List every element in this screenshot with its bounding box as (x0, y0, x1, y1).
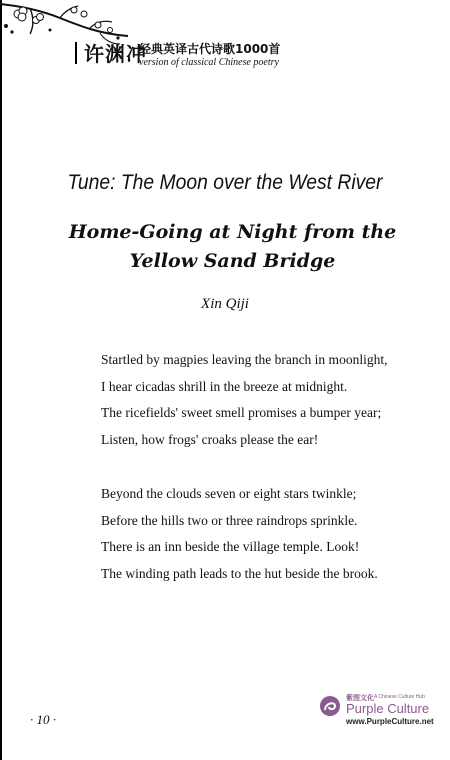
poem-title-line: Yellow Sand Bridge (129, 250, 336, 272)
poem-stanza (101, 485, 441, 591)
poem-line: I hear cicadas shrill in the breeze at midnight. (101, 378, 348, 394)
poem-line: Beyond the clouds seven or eight stars twinkle; (101, 486, 357, 501)
poem-line: Listen, how frogs' croaks please the ear! (101, 431, 319, 447)
watermark-tagline: A Chinese Culture Hub (374, 694, 425, 700)
watermark-brand-cn: 紫图文化 (346, 694, 374, 702)
poem-line: The ricefields' sweet smell promises a bumper year; (101, 405, 382, 420)
header-author-name: 许渊冲 (84, 42, 147, 66)
header-series-title: 经典英译古代诗歌1000首 (139, 42, 281, 56)
purple-culture-watermark (318, 692, 444, 728)
purple-culture-logo-icon (318, 694, 342, 718)
watermark-url: www.PurpleCulture.net (346, 717, 434, 726)
page-edge-rule (0, 0, 2, 760)
poet-name: Xin Qiji (201, 296, 249, 312)
page-number: · 10 · (30, 712, 56, 727)
poem-line: There is an inn beside the village temple. Look! (101, 539, 360, 554)
poem-title (60, 218, 405, 276)
poem-title-line: Home-Going at Night from the (68, 221, 397, 243)
header-series-subtitle: version of classical Chinese poetry (139, 57, 279, 68)
tune-title: Tune: The Moon over the West River (67, 171, 383, 194)
poem-line: The winding path leads to the hut beside the brook. (101, 565, 378, 581)
poem-stanza (101, 351, 441, 457)
header-separator (75, 42, 77, 64)
poem-line: Startled by magpies leaving the branch in moonlight, (101, 352, 388, 367)
poem-line: Before the hills two or three raindrops sprinkle. (101, 512, 358, 528)
watermark-brand: Purple Culture (346, 701, 430, 716)
